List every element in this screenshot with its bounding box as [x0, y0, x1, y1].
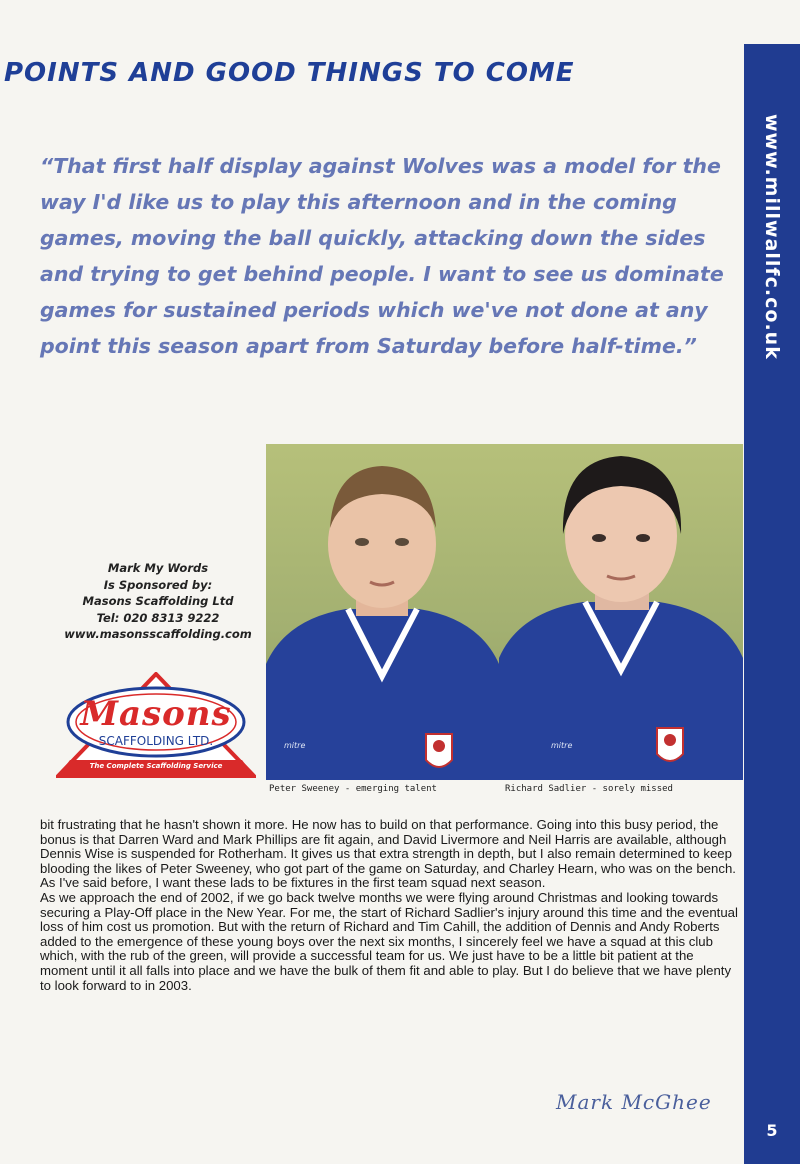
author-signature: Mark McGhee — [556, 1090, 712, 1114]
sponsor-line: Masons Scaffolding Ltd — [82, 594, 234, 608]
player-photo-sweeney — [266, 444, 499, 780]
photo-caption-sweeney: Peter Sweeney - emerging talent — [269, 784, 437, 794]
kit-brand-label: mitre — [551, 741, 573, 750]
article-paragraph: bit frustrating that he hasn't shown it more. He now has to build on that performance. Going into this busy period, the bonus is that Darren Ward and Mark Phillips are fit again, and David Livermore and Neil Harris are available, although Dennis Wise is suspended for Rotherham. It gives us that extra strength in depth, but I also remain determined to keep blooding the likes of Peter Sweeney, who got part of the game on Saturday, and Charley Hearn, who was on the bench. As I've said before, I want these lads to be fixtures in the first team squad next season. — [40, 817, 736, 891]
kit-brand-label: mitre — [284, 741, 306, 750]
page-number: 5 — [766, 1121, 778, 1140]
sponsor-line: Tel: 020 8313 9222 — [96, 610, 220, 625]
article-paragraph: As we approach the end of 2002, if we go back twelve months we were flying around Christmas and looking towards securing a Play-Off place in the New Year. For me, the start of Richard Sadlier's injury around this time and the eventual loss of him cost us promotion. But with the return of Richard and Tim Cahill, the addition of Dennis and Andy Roberts added to the emergence of these young boys over the next six months, I sincerely feel we have a squad at this club which, with the rub of the green, will provide a successful team for us. We just have to be a little bit patient at the moment until it all falls into place and we have the bulk of them fit and able to play. But I do believe that we have plenty to look forward to in 2003. — [40, 889, 738, 993]
website-url: www.millwallfc.co.uk — [761, 114, 783, 360]
photo-caption-sadlier: Richard Sadlier - sorely missed — [505, 784, 673, 794]
masons-logo — [56, 672, 256, 780]
player-photo-sadlier — [499, 444, 743, 780]
logo-subtitle: SCAFFOLDING LTD. — [98, 734, 214, 748]
sponsor-block — [46, 560, 270, 643]
pull-quote: “That first half display against Wolves was a model for the way I'd like us to play this afternoon and in the coming games, moving the ball quickly, attacking down the sides and trying to get behind people. I want to see us dominate games for sustained periods which we've not done at any point this season apart from Saturday before half-time.” — [40, 154, 724, 358]
article-body — [40, 818, 738, 993]
sponsor-line: Mark My Words — [107, 561, 209, 575]
logo-tagline: The Complete Scaffolding Service — [89, 762, 223, 770]
sponsor-line: Is Sponsored by: — [103, 577, 213, 592]
sponsor-url: www.masonsscaffolding.com — [64, 627, 252, 641]
sidebar-band — [744, 44, 800, 1164]
page-headline: POINTS AND GOOD THINGS TO COME — [4, 58, 575, 88]
logo-wordmark: Masons — [80, 694, 232, 734]
